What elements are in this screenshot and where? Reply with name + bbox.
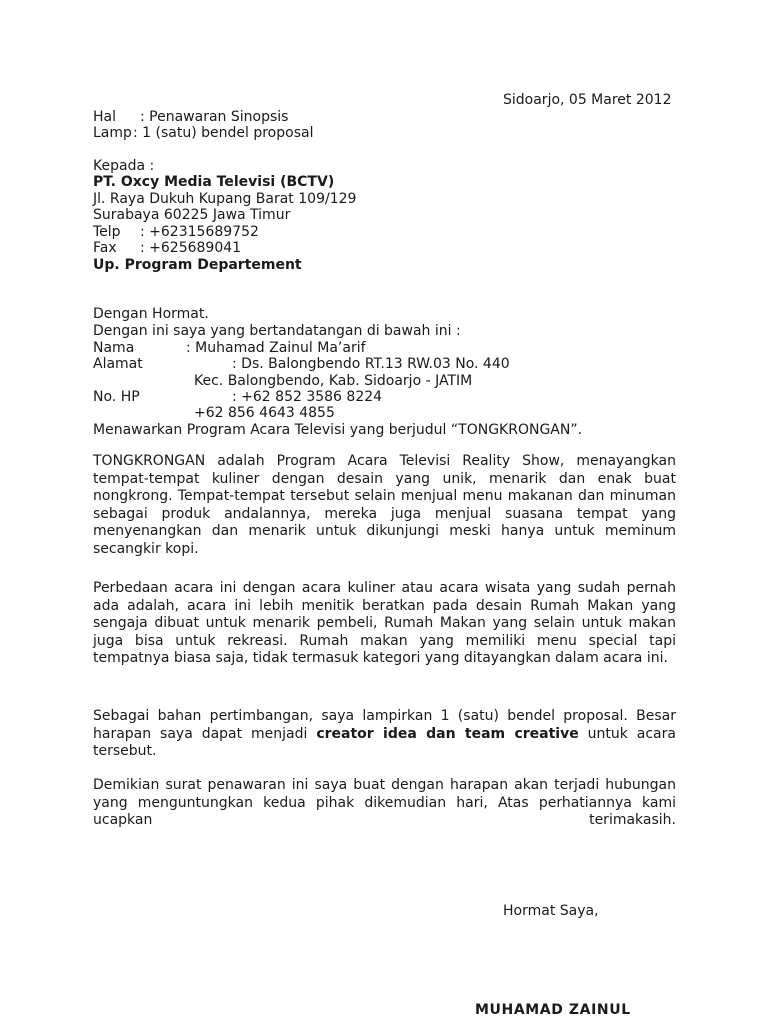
subject-label: Hal — [93, 109, 116, 125]
attachment-value: : 1 (satu) bendel proposal — [133, 125, 314, 141]
letter-date: Sidoarjo, 05 Maret 2012 — [503, 92, 672, 108]
name-label: Nama — [93, 340, 135, 356]
sender-address-line-2: Kec. Balongbendo, Kab. Sidoarjo - JATIM — [194, 373, 473, 389]
mobile-label: No. HP — [93, 389, 140, 405]
fax-label: Fax — [93, 240, 117, 256]
paragraph-1: TONGKRONGAN adalah Program Acara Televisi Reality Show, menayangkan tempat-tempat kuliner dengan desain yang unik, menarik dan enak buat nongkrong. Tempat-tempat tersebut selain menjual menu makanan dan minuman sebagai produk andalannya, mereka juga menjual suasana tempat yang menyenangkan dan menarik untuk dikunjungi meski hanya untuk meminum secangkir kopi. — [93, 453, 676, 557]
sender-name-line — [93, 340, 366, 357]
paragraph-4: Demikian surat penawaran ini saya buat dengan harapan akan terjadi hubungan yang menguntungkan kedua pihak dikemudian hari, Atas perhatiannya kami ucapkan terimakasih. — [93, 777, 676, 829]
paragraph-2: Perbedaan acara ini dengan acara kuliner atau acara wisata yang sudah pernah ada adalah, acara ini lebih menitik beratkan pada desain Rumah Makan yang sengaja dibuat untuk menarik pembeli, Rumah Makan yang selain untuk makan juga bisa untuk rekreasi. Rumah makan yang memiliki menu special tapi tempatnya biasa saja, tidak termasuk kategori yang ditayangkan dalam acara ini. — [93, 580, 676, 667]
address-label: Alamat — [93, 356, 143, 372]
subject-line — [93, 109, 288, 126]
recipient-address-2: Surabaya 60225 Jawa Timur — [93, 207, 291, 223]
paragraph-3-text: Sebagai bahan pertimbangan, saya lampirkan 1 (satu) bendel proposal. Besar harapan saya dapat menjadi — [93, 708, 676, 742]
recipient-heading: Kepada : — [93, 158, 155, 174]
fax-value: : +625689041 — [140, 240, 242, 256]
subject-value: : Penawaran Sinopsis — [140, 109, 289, 125]
greeting: Dengan Hormat. — [93, 306, 209, 322]
recipient-fax-line — [93, 240, 241, 257]
closing-salutation: Hormat Saya, — [503, 903, 599, 919]
recipient-address-1: Jl. Raya Dukuh Kupang Barat 109/129 — [93, 191, 357, 207]
paragraph-3 — [93, 708, 676, 761]
sender-phone-line — [93, 389, 382, 406]
name-value: : Muhamad Zainul Ma’arif — [186, 340, 366, 356]
offer-line: Menawarkan Program Acara Televisi yang berjudul “TONGKRONGAN”. — [93, 422, 583, 438]
sender-phone-line-2: +62 856 4643 4855 — [194, 405, 335, 421]
paragraph-3-end: untuk acara tersebut. — [93, 725, 676, 760]
sender-address-line — [93, 356, 510, 373]
paragraph-3-emphasis: creator idea dan team creative — [316, 725, 579, 742]
phone-value: : +62315689752 — [140, 224, 259, 240]
mobile-value: : +62 852 3586 8224 — [232, 389, 383, 405]
recipient-department: Up. Program Departement — [93, 257, 302, 273]
signer-name: MUHAMAD ZAINUL — [475, 1002, 631, 1018]
address-value: : Ds. Balongbendo RT.13 RW.03 No. 440 — [232, 356, 510, 372]
intro-line: Dengan ini saya yang bertandatangan di bawah ini : — [93, 323, 461, 339]
attachment-line — [93, 125, 313, 142]
attachment-label: Lamp — [93, 125, 132, 141]
phone-label: Telp — [93, 224, 121, 240]
recipient-phone-line — [93, 224, 259, 241]
recipient-company: PT. Oxcy Media Televisi (BCTV) — [93, 174, 335, 190]
